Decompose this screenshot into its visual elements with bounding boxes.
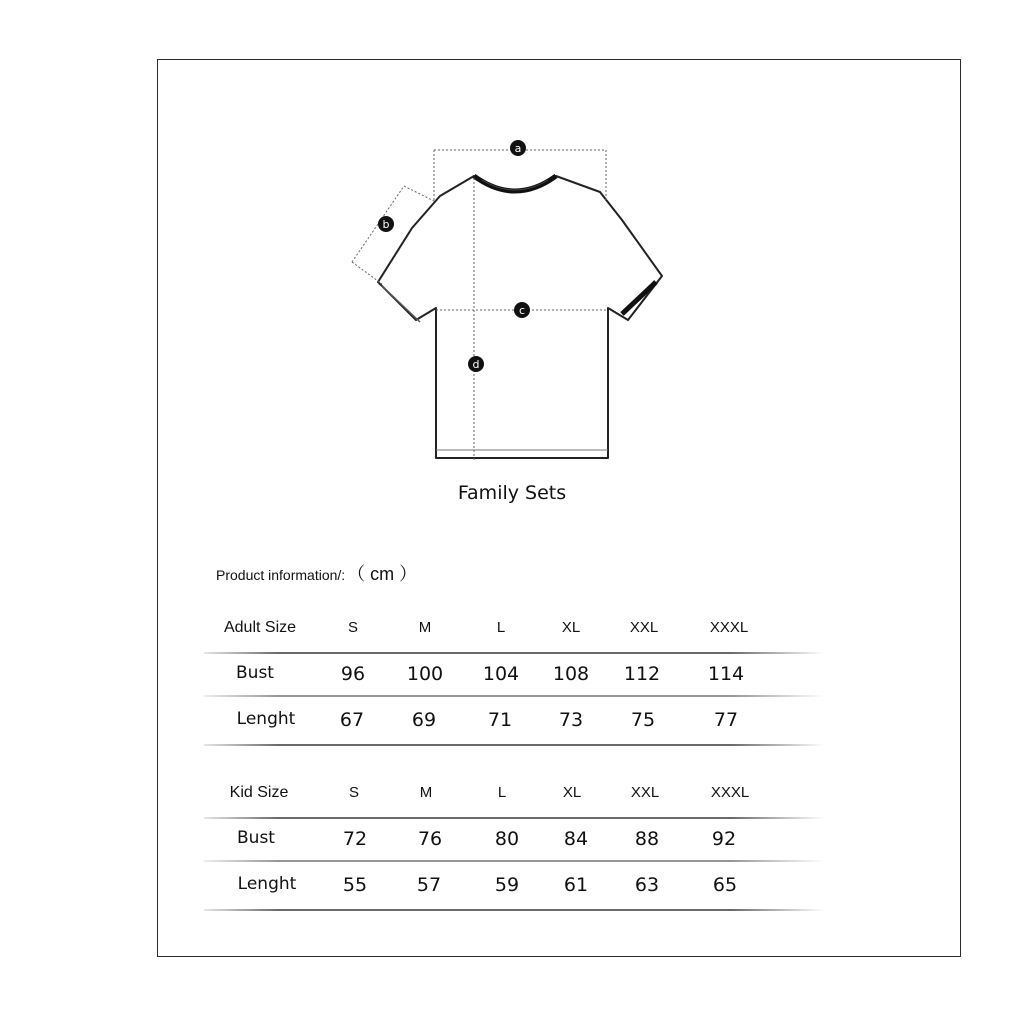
- divider: [204, 817, 824, 819]
- tshirt-measurement-diagram: [340, 130, 680, 475]
- size-header: M: [418, 619, 432, 636]
- svg-text:b: b: [382, 218, 390, 231]
- table-cell: 76: [417, 828, 443, 850]
- table-cell: 80: [494, 828, 520, 850]
- table-cell: 84: [563, 828, 589, 850]
- divider: [204, 909, 824, 911]
- table-cell: 55: [342, 874, 368, 896]
- size-header: XXL: [629, 619, 659, 636]
- table-cell: 65: [712, 874, 738, 896]
- table-cell: 114: [707, 663, 745, 685]
- size-header: S: [347, 619, 359, 636]
- table-cell: 57: [416, 874, 442, 896]
- unit-label: （ cm ）: [347, 564, 418, 584]
- adult-header-row: [204, 619, 824, 649]
- table-cell: 72: [342, 828, 368, 850]
- row-label: Lenght: [236, 709, 296, 729]
- row-label: Bust: [236, 663, 274, 683]
- table-cell: 67: [339, 709, 365, 731]
- row-label: Bust: [237, 828, 275, 848]
- marker-a: [510, 140, 526, 156]
- table-cell: 61: [563, 874, 589, 896]
- divider: [204, 695, 824, 697]
- kid-length-row: [204, 874, 824, 904]
- size-header: XL: [562, 784, 582, 801]
- table-cell: 69: [411, 709, 437, 731]
- svg-text:d: d: [472, 358, 480, 371]
- marker-b: [378, 216, 394, 232]
- adult-length-row: [204, 709, 824, 739]
- kid-size-label: Kid Size: [229, 784, 289, 801]
- marker-d: [468, 356, 484, 372]
- size-header: M: [419, 784, 433, 801]
- divider: [204, 744, 824, 746]
- row-label: Lenght: [237, 874, 297, 894]
- marker-c: [514, 302, 530, 318]
- table-cell: 104: [482, 663, 520, 685]
- table-cell: 88: [634, 828, 660, 850]
- info-label: Product information/:: [216, 567, 346, 583]
- adult-bust-row: [204, 663, 824, 693]
- table-cell: 92: [711, 828, 737, 850]
- table-cell: 63: [634, 874, 660, 896]
- table-cell: 108: [552, 663, 590, 685]
- kid-header-row: [204, 784, 824, 814]
- size-header: XXXL: [710, 784, 750, 801]
- size-header: XL: [561, 619, 581, 636]
- size-header: XXL: [630, 784, 660, 801]
- divider: [204, 652, 824, 654]
- svg-text:c: c: [518, 304, 526, 317]
- size-header: L: [497, 784, 507, 801]
- product-information-label: [216, 560, 417, 586]
- svg-text:a: a: [514, 142, 522, 155]
- size-header: XXXL: [709, 619, 749, 636]
- kid-bust-row: [204, 828, 824, 858]
- table-cell: 96: [340, 663, 366, 685]
- size-header: L: [496, 619, 506, 636]
- adult-size-label: Adult Size: [223, 619, 297, 636]
- table-cell: 71: [487, 709, 513, 731]
- table-cell: 73: [558, 709, 584, 731]
- table-cell: 100: [406, 663, 444, 685]
- table-cell: 77: [713, 709, 739, 731]
- product-title: Family Sets: [457, 482, 567, 504]
- table-cell: 59: [494, 874, 520, 896]
- table-cell: 75: [630, 709, 656, 731]
- divider: [204, 860, 824, 862]
- size-header: S: [348, 784, 360, 801]
- table-cell: 112: [623, 663, 661, 685]
